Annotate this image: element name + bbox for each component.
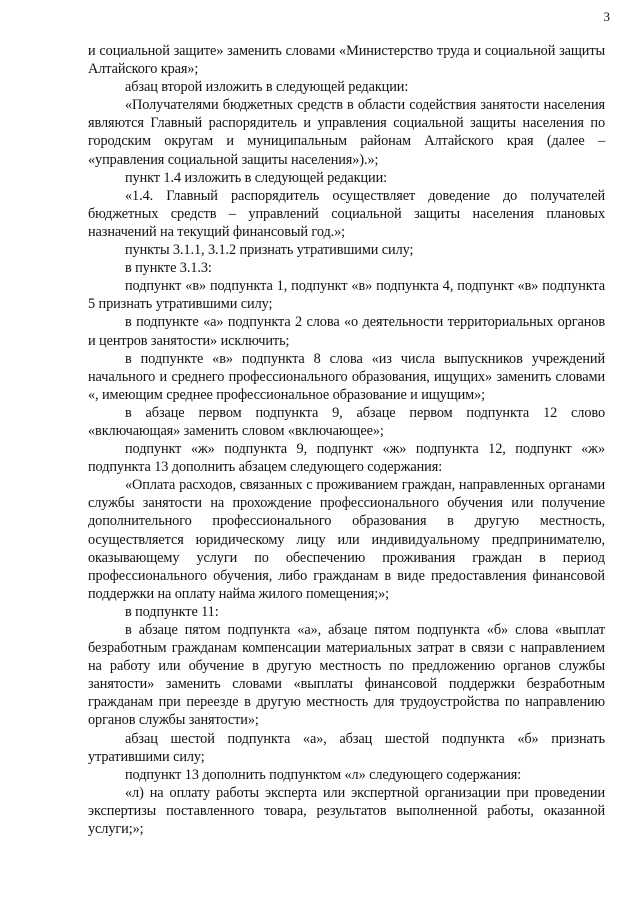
paragraph: абзац второй изложить в следующей редакции:	[125, 79, 409, 96]
paragraph: в подпункте «а» подпункта 2 слова «о деятельности территориальных органов и центров занятости» исключить;	[88, 314, 605, 349]
paragraph: в пункте 3.1.3:	[125, 260, 212, 277]
paragraph: подпункт 13 дополнить подпунктом «л» следующего содержания:	[125, 766, 522, 783]
page-number: 3	[603, 9, 610, 24]
paragraph: «л) на оплату работы эксперта или экспертной организации при проведении экспертизы поставленного товара, результатов выполненной работы, оказанной услуги;»;	[88, 784, 605, 838]
paragraph: «Получателями бюджетных средств в области содействия занятости населения являются Главный распорядитель и управления социальной защиты населения по городским округам и муниципальным районам Алтайского края (далее – «управления социальной защиты населения»).»;	[88, 97, 605, 168]
paragraph: в подпункте 11:	[125, 603, 219, 620]
document-body	[88, 42, 605, 838]
paragraph: подпункт «ж» подпункта 9, подпункт «ж» подпункта 12, подпункт «ж» подпункта 13 дополнить абзацем следующего содержания:	[88, 441, 605, 476]
paragraph: абзац шестой подпункта «а», абзац шестой подпункта «б» признать утратившими силу;	[88, 730, 605, 765]
paragraph: в подпункте «в» подпункта 8 слова «из числа выпускников учреждений начального и среднего профессионального образования, ищущих» заменить словами «, имеющим среднее профессиональное образование и ищущим»;	[88, 350, 605, 403]
paragraph: «1.4. Главный распорядитель осуществляет доведение до получателей бюджетных средств – управлений социальной защиты населения плановых назначений на текущий финансовый год.»;	[88, 187, 605, 240]
paragraph: в абзаце пятом подпункта «а», абзаце пятом подпункта «б» слова «выплат безработным гражданам компенсации материальных затрат в связи с направлением на работу или обучение в другую местность по предложению органов службы занятости» заменить словами «выплаты финансовой поддержки безработным гражданам при переезде в другую местность для трудоустройства по направлению органов службы занятости»;	[88, 622, 605, 729]
paragraph: и социальной защите» заменить словами «Министерство труда и социальной защиты Алтайского края»;	[88, 43, 605, 78]
paragraph: подпункт «в» подпункта 1, подпункт «в» подпункта 4, подпункт «в» подпункта 5 признать утратившими силу;	[88, 278, 605, 313]
paragraph: «Оплата расходов, связанных с проживанием граждан, направленных органами службы занятости на прохождение профессионального обучения или получение дополнительного профессионального образования в другую местность, осуществляется юридическому лицу или индивидуальному предпринимателю, оказывающему услуги по обеспечению проживания граждан в период профессионального обучения, либо гражданам в виде предоставления финансовой поддержки на оплату найма жилого помещения;»;	[88, 477, 605, 602]
paragraph: в абзаце первом подпункта 9, абзаце первом подпункта 12 слово «включающая» заменить словом «включающее»;	[88, 404, 605, 439]
paragraph: пункт 1.4 изложить в следующей редакции:	[125, 169, 388, 186]
paragraph: пункты 3.1.1, 3.1.2 признать утратившими силу;	[125, 242, 414, 259]
